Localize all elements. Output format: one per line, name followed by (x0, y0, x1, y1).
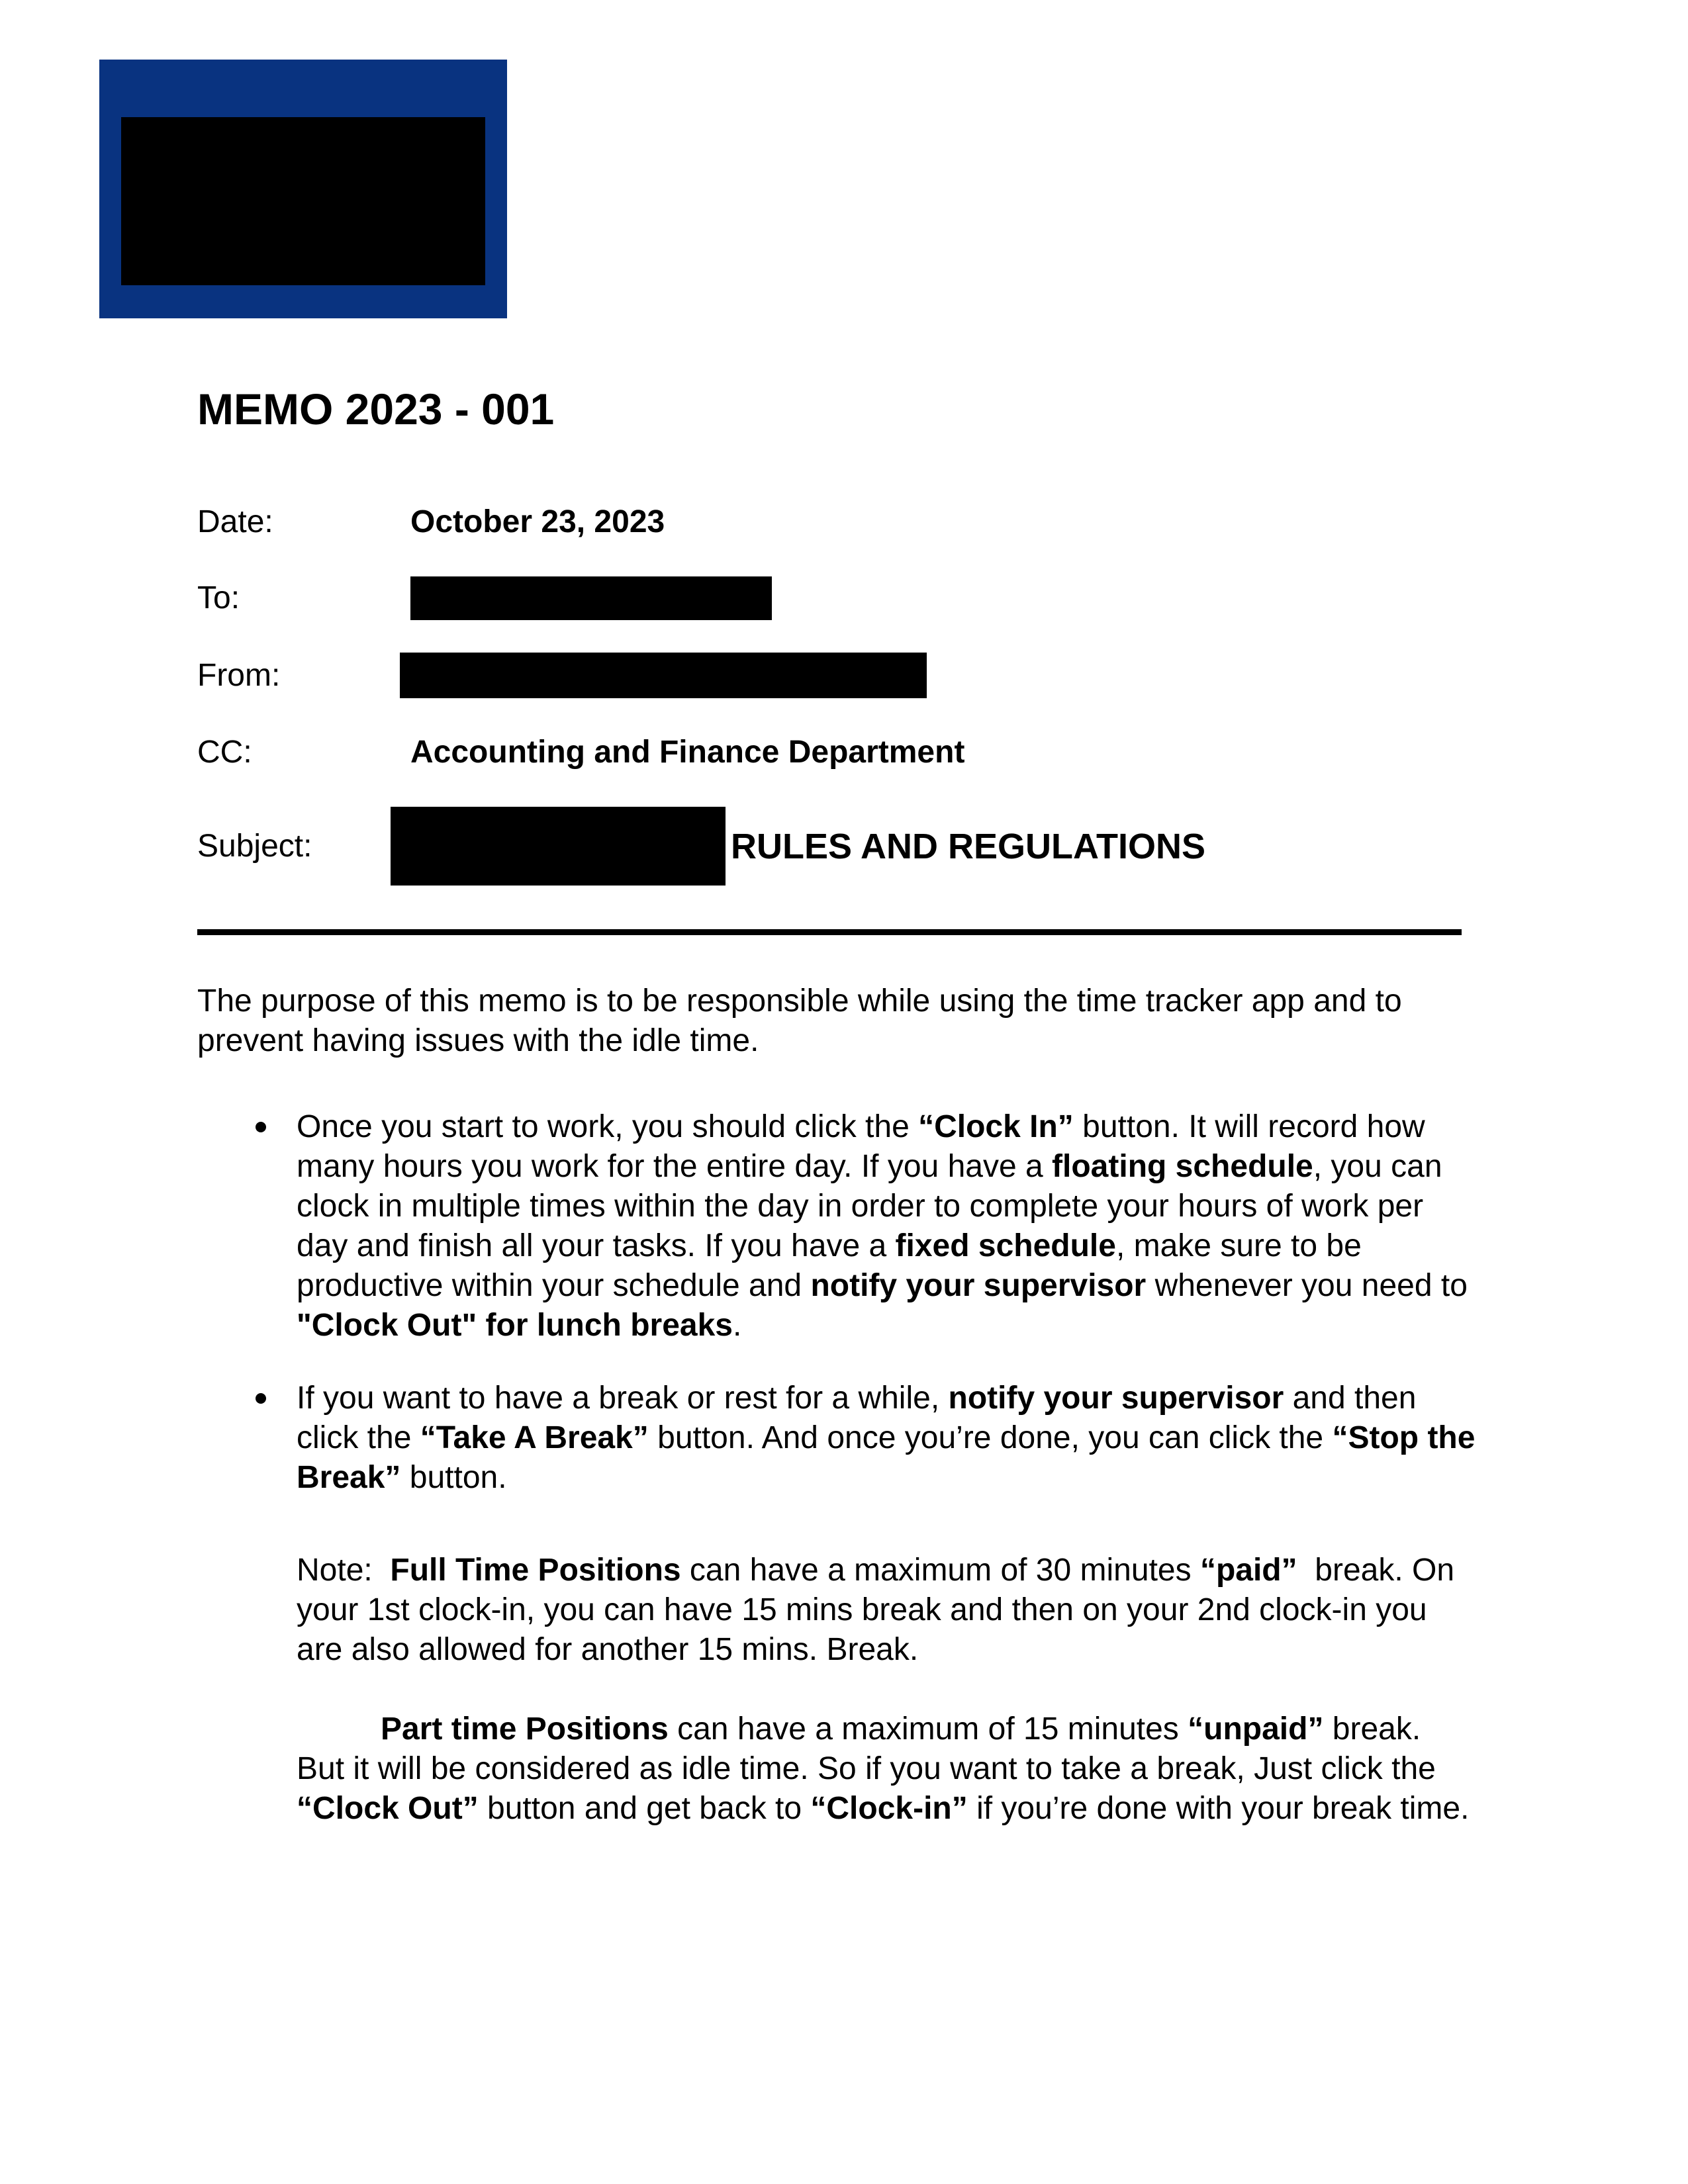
date-value: October 23, 2023 (410, 504, 665, 539)
subject-redaction-bar (391, 807, 726, 886)
memo-content (197, 384, 1484, 1829)
date-label: Date: (197, 504, 273, 539)
part-time-paragraph: Part time Positions can have a maximum of 15 minutes “unpaid” break. But it will be considered as idle time. So if you want to take a break, Just click the “Clock Out” button and get back to “Clock-in” if you’re done with your break time. (297, 1711, 1470, 1826)
company-logo (99, 60, 507, 318)
note-full-time-paragraph: Note: Full Time Positions can have a maximum of 30 minutes “paid” break. On your 1st clock-in, you can have 15 mins break and then on your 2nd clock-in you are also allowed for another 15 mins. Break. (297, 1553, 1464, 1667)
bullet-list (197, 1107, 1484, 1498)
cc-value: Accounting and Finance Department (410, 735, 965, 770)
bullet-clock-in: Once you start to work, you should click the “Clock In” button. It will record how many hours you work for the entire day. If you have a floating schedule, you can clock in multiple times within the day in order to complete your hours of work per day and finish all your tasks. If you have a fixed schedule, make sure to be productive within your schedule and notify your supervisor whenever you need to "Clock Out" for lunch breaks. (197, 1107, 1476, 1345)
header-divider-rule (197, 929, 1462, 935)
subject-label: Subject: (197, 828, 312, 864)
bullet-take-a-break: If you want to have a break or rest for a while, notify your supervisor and then click the “Take A Break” button. And once you’re done, you can click the “Stop the Break” button. (197, 1379, 1476, 1498)
to-redaction-bar (410, 576, 772, 620)
header-row-date (197, 500, 1476, 544)
header-row-to (197, 576, 1476, 620)
from-redaction-bar (400, 653, 927, 698)
memo-header (197, 500, 1476, 886)
from-label: From: (197, 657, 281, 693)
intro-paragraph: The purpose of this memo is to be responsible while using the time tracker app and to prevent having issues with the idle time. (197, 983, 1411, 1058)
memo-title: MEMO 2023 - 001 (197, 385, 555, 433)
header-row-subject (197, 807, 1476, 886)
header-row-cc (197, 731, 1476, 774)
subject-value: RULES AND REGULATIONS (731, 826, 1206, 866)
cc-label: CC: (197, 735, 252, 770)
to-label: To: (197, 580, 240, 615)
logo-redaction-bar (121, 117, 485, 285)
header-row-from (197, 653, 1476, 698)
